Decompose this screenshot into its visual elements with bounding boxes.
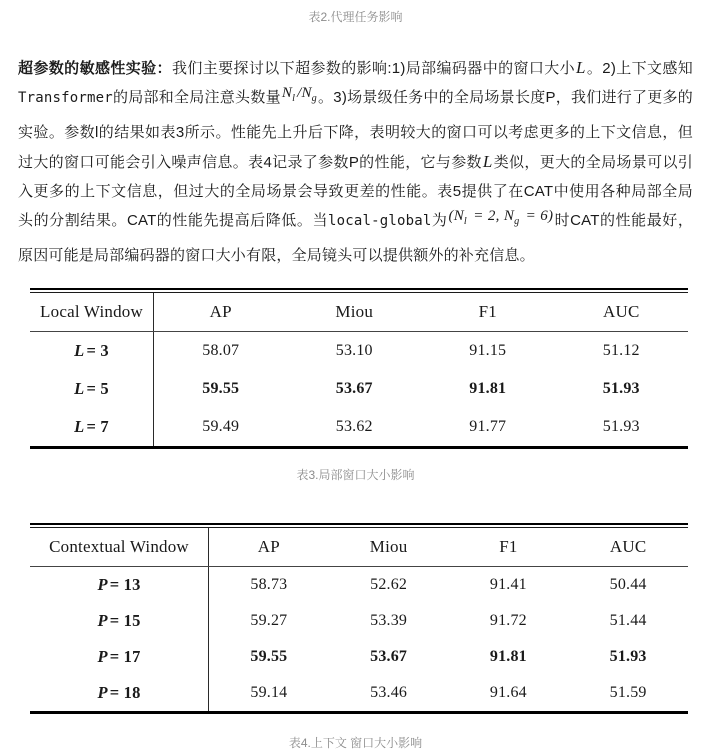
- table-cell: 58.73: [250, 576, 288, 593]
- table-bottom-rule: [30, 446, 688, 449]
- inline-math: ($N_l$: [448, 208, 467, 227]
- paragraph-text: 我们主要探讨以下超参数的影响:1)局部编码器中的窗口大小: [171, 60, 576, 77]
- paragraph-text: 。2)上下文感知: [586, 60, 693, 77]
- row-label: L = 3: [30, 332, 154, 370]
- inline-code: Transformer: [18, 90, 113, 106]
- inline-code: local-global: [328, 213, 432, 229]
- table-header-row: [30, 293, 688, 332]
- table-cell: 91.81: [489, 648, 527, 665]
- table-cell: 91.72: [489, 612, 527, 629]
- local-window-table: [30, 288, 688, 449]
- column-header: AP: [257, 537, 280, 556]
- table-cell: 53.46: [370, 684, 408, 701]
- column-header: Miou: [369, 537, 408, 556]
- table-cell: 58.07: [202, 342, 240, 359]
- table-cell: 51.93: [602, 380, 640, 397]
- table-cell: 59.55: [250, 648, 288, 665]
- table-cell: 59.27: [250, 612, 288, 629]
- table-cell: 51.59: [609, 684, 647, 701]
- table-cell: 53.67: [370, 648, 408, 665]
- table-cell: 50.44: [609, 576, 647, 593]
- table-cell: 52.62: [370, 576, 408, 593]
- table-cell: 91.41: [489, 576, 527, 593]
- inline-math: L: [576, 58, 586, 77]
- paragraph-text: 为: [431, 212, 448, 229]
- row-label: P = 15: [30, 603, 209, 639]
- paragraph-lead: 超参数的敏感性实验：: [18, 60, 172, 77]
- inline-math: = 6): [521, 208, 554, 224]
- inline-math: $/N_g$: [297, 85, 317, 104]
- table-header-row: [30, 528, 688, 567]
- paragraph-text: 的局部和全局注意头数量: [112, 89, 281, 106]
- table-cell: 91.15: [469, 342, 507, 359]
- table-cell: 91.77: [469, 418, 507, 435]
- column-header: F1: [499, 537, 518, 556]
- column-header: AUC: [603, 302, 640, 321]
- table-cell: 91.64: [489, 684, 527, 701]
- column-header: Contextual Window: [30, 528, 209, 566]
- table-row: [30, 408, 688, 446]
- table-row: [30, 639, 688, 675]
- page: [0, 8, 711, 750]
- row-label: P = 17: [30, 639, 209, 675]
- column-header: AUC: [609, 537, 647, 556]
- table-row: [30, 332, 688, 370]
- table-bottom-rule: [30, 711, 688, 714]
- row-label: L = 7: [30, 408, 154, 446]
- table2-caption: 表2.代理任务影响: [308, 10, 403, 24]
- table-cell: 53.67: [335, 380, 373, 397]
- table-cell: 91.81: [469, 380, 507, 397]
- paragraph: [18, 53, 693, 270]
- inline-math: $N_l$: [281, 85, 296, 104]
- table-cell: 53.62: [335, 418, 373, 435]
- table-cell: 51.12: [602, 342, 640, 359]
- table-cell: 51.44: [609, 612, 647, 629]
- table-cell: 53.10: [335, 342, 373, 359]
- column-header: Local Window: [30, 293, 154, 331]
- table3-caption: 表3.局部窗口大小影响: [296, 468, 415, 482]
- row-label: P = 18: [30, 675, 209, 711]
- table-row: [30, 675, 688, 711]
- table-cell: 53.39: [370, 612, 408, 629]
- table-cell: 59.14: [250, 684, 288, 701]
- paragraph-text: 。3)场景级任务中的全局场景长度P，我们进行了更多的实验。参数l的结果如表3所示。性能先上升后下降，表明较大的窗口可以考虑更多的上下文信息，但过大的窗口可能会引入噪声信息。表4记录了参数P的性能，它与参数: [18, 89, 694, 171]
- contextual-window-table: [30, 523, 688, 714]
- column-header: F1: [478, 302, 497, 321]
- inline-math: = 2, $N_g$: [468, 208, 520, 227]
- table4-caption: 表4.上下文 窗口大小影响: [288, 736, 423, 750]
- table-cell: 51.93: [602, 418, 640, 435]
- column-header: AP: [209, 302, 232, 321]
- table-row: [30, 370, 688, 408]
- column-header: Miou: [335, 302, 374, 321]
- table-cell: 51.93: [609, 648, 647, 665]
- table-row: [30, 567, 688, 603]
- row-label: P = 13: [30, 567, 209, 603]
- inline-math: L: [482, 152, 493, 171]
- table-cell: 59.49: [202, 418, 240, 435]
- table-row: [30, 603, 688, 639]
- paragraph-text: 时CAT的性能最好，原因可能是局部编码器的窗口大小有限，全局镜头可以提供额外的补充信息。: [18, 212, 694, 264]
- row-label: L = 5: [30, 370, 154, 408]
- paragraph-text: 类似，更大的全局场景可以引入更多的上下文信息，但过大的全局场景会导致更差的性能。表5提供了在CAT中使用各种局部全局头的分割结果。CAT的性能先提高后降低。当: [18, 154, 693, 229]
- table-cell: 59.55: [202, 380, 240, 397]
